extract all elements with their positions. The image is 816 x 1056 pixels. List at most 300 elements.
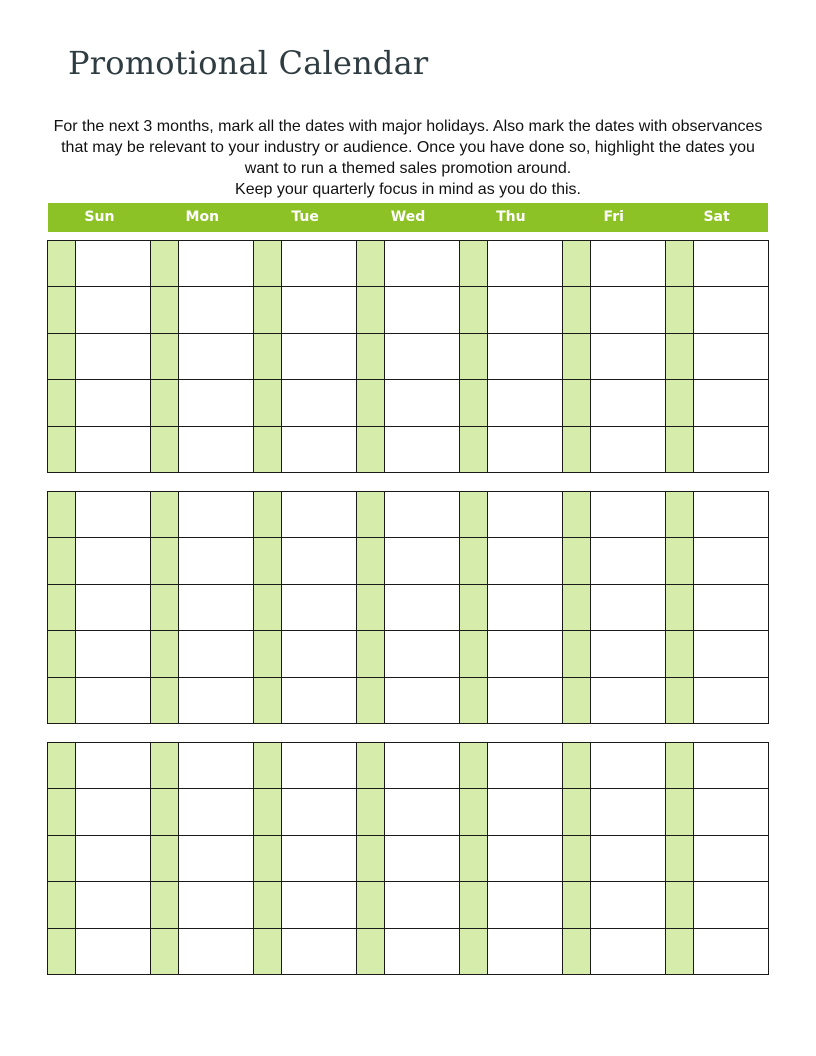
day-notes-area[interactable] [385, 789, 459, 834]
date-number-strip[interactable] [666, 334, 694, 379]
day-cell[interactable] [460, 380, 563, 426]
day-cell[interactable] [48, 427, 151, 473]
day-cell[interactable] [563, 678, 666, 724]
day-notes-area[interactable] [591, 492, 665, 537]
day-notes-area[interactable] [694, 334, 768, 379]
day-cell[interactable] [666, 538, 769, 584]
day-cell[interactable] [460, 585, 563, 631]
day-notes-area[interactable] [488, 743, 562, 788]
date-number-strip[interactable] [48, 427, 76, 472]
day-cell[interactable] [48, 287, 151, 333]
day-cell[interactable] [460, 492, 563, 538]
day-cell[interactable] [357, 492, 460, 538]
date-number-strip[interactable] [460, 241, 488, 286]
day-cell[interactable] [357, 678, 460, 724]
date-number-strip[interactable] [254, 882, 282, 927]
day-notes-area[interactable] [282, 334, 356, 379]
day-cell[interactable] [254, 678, 357, 724]
day-cell[interactable] [666, 380, 769, 426]
day-notes-area[interactable] [488, 836, 562, 881]
date-number-strip[interactable] [48, 241, 76, 286]
date-number-strip[interactable] [151, 631, 179, 676]
day-cell[interactable] [151, 585, 254, 631]
date-number-strip[interactable] [666, 882, 694, 927]
date-number-strip[interactable] [460, 492, 488, 537]
date-number-strip[interactable] [563, 538, 591, 583]
day-cell[interactable] [254, 334, 357, 380]
date-number-strip[interactable] [563, 287, 591, 332]
date-number-strip[interactable] [254, 789, 282, 834]
date-number-strip[interactable] [151, 287, 179, 332]
day-cell[interactable] [357, 882, 460, 928]
day-notes-area[interactable] [76, 678, 150, 723]
day-cell[interactable] [460, 678, 563, 724]
date-number-strip[interactable] [666, 287, 694, 332]
date-number-strip[interactable] [563, 836, 591, 881]
day-cell[interactable] [563, 334, 666, 380]
day-notes-area[interactable] [488, 241, 562, 286]
day-notes-area[interactable] [488, 492, 562, 537]
date-number-strip[interactable] [357, 789, 385, 834]
date-number-strip[interactable] [254, 427, 282, 472]
date-number-strip[interactable] [563, 492, 591, 537]
date-number-strip[interactable] [666, 427, 694, 472]
day-cell[interactable] [460, 929, 563, 975]
date-number-strip[interactable] [357, 427, 385, 472]
day-cell[interactable] [151, 743, 254, 789]
date-number-strip[interactable] [254, 631, 282, 676]
day-cell[interactable] [666, 287, 769, 333]
day-notes-area[interactable] [76, 789, 150, 834]
day-cell[interactable] [357, 287, 460, 333]
day-notes-area[interactable] [488, 631, 562, 676]
day-cell[interactable] [254, 882, 357, 928]
day-notes-area[interactable] [179, 585, 253, 630]
day-notes-area[interactable] [591, 678, 665, 723]
date-number-strip[interactable] [48, 380, 76, 425]
day-cell[interactable] [48, 492, 151, 538]
date-number-strip[interactable] [254, 585, 282, 630]
day-notes-area[interactable] [179, 631, 253, 676]
day-notes-area[interactable] [282, 492, 356, 537]
day-notes-area[interactable] [76, 743, 150, 788]
day-cell[interactable] [357, 836, 460, 882]
date-number-strip[interactable] [357, 743, 385, 788]
date-number-strip[interactable] [254, 743, 282, 788]
day-notes-area[interactable] [385, 427, 459, 472]
day-notes-area[interactable] [282, 241, 356, 286]
day-cell[interactable] [254, 929, 357, 975]
day-cell[interactable] [460, 334, 563, 380]
day-notes-area[interactable] [282, 678, 356, 723]
day-cell[interactable] [357, 789, 460, 835]
day-cell[interactable] [357, 538, 460, 584]
date-number-strip[interactable] [48, 929, 76, 974]
date-number-strip[interactable] [563, 334, 591, 379]
date-number-strip[interactable] [563, 678, 591, 723]
day-cell[interactable] [48, 882, 151, 928]
date-number-strip[interactable] [563, 241, 591, 286]
day-cell[interactable] [151, 492, 254, 538]
date-number-strip[interactable] [563, 427, 591, 472]
day-notes-area[interactable] [179, 287, 253, 332]
day-cell[interactable] [151, 836, 254, 882]
date-number-strip[interactable] [563, 380, 591, 425]
day-notes-area[interactable] [76, 492, 150, 537]
day-notes-area[interactable] [385, 929, 459, 974]
day-notes-area[interactable] [179, 882, 253, 927]
day-notes-area[interactable] [488, 538, 562, 583]
day-notes-area[interactable] [385, 287, 459, 332]
day-cell[interactable] [563, 929, 666, 975]
day-cell[interactable] [48, 380, 151, 426]
day-notes-area[interactable] [76, 380, 150, 425]
day-cell[interactable] [48, 929, 151, 975]
day-cell[interactable] [357, 631, 460, 677]
date-number-strip[interactable] [357, 380, 385, 425]
date-number-strip[interactable] [151, 538, 179, 583]
day-cell[interactable] [48, 334, 151, 380]
date-number-strip[interactable] [666, 585, 694, 630]
date-number-strip[interactable] [563, 882, 591, 927]
day-notes-area[interactable] [694, 287, 768, 332]
date-number-strip[interactable] [151, 380, 179, 425]
day-notes-area[interactable] [385, 538, 459, 583]
day-cell[interactable] [357, 334, 460, 380]
day-notes-area[interactable] [694, 743, 768, 788]
date-number-strip[interactable] [254, 538, 282, 583]
day-cell[interactable] [563, 380, 666, 426]
day-notes-area[interactable] [282, 929, 356, 974]
day-notes-area[interactable] [385, 882, 459, 927]
day-cell[interactable] [460, 743, 563, 789]
day-notes-area[interactable] [385, 241, 459, 286]
date-number-strip[interactable] [254, 836, 282, 881]
day-notes-area[interactable] [591, 585, 665, 630]
date-number-strip[interactable] [666, 241, 694, 286]
day-cell[interactable] [254, 427, 357, 473]
date-number-strip[interactable] [460, 789, 488, 834]
day-cell[interactable] [254, 789, 357, 835]
day-cell[interactable] [151, 380, 254, 426]
day-cell[interactable] [563, 585, 666, 631]
day-notes-area[interactable] [488, 678, 562, 723]
day-notes-area[interactable] [488, 929, 562, 974]
date-number-strip[interactable] [563, 743, 591, 788]
day-notes-area[interactable] [591, 743, 665, 788]
date-number-strip[interactable] [666, 789, 694, 834]
day-cell[interactable] [666, 678, 769, 724]
day-notes-area[interactable] [488, 287, 562, 332]
day-notes-area[interactable] [282, 538, 356, 583]
day-cell[interactable] [666, 427, 769, 473]
day-notes-area[interactable] [694, 380, 768, 425]
day-cell[interactable] [460, 287, 563, 333]
day-cell[interactable] [563, 836, 666, 882]
day-notes-area[interactable] [76, 585, 150, 630]
date-number-strip[interactable] [563, 631, 591, 676]
day-notes-area[interactable] [488, 380, 562, 425]
date-number-strip[interactable] [151, 678, 179, 723]
day-notes-area[interactable] [694, 929, 768, 974]
day-notes-area[interactable] [385, 492, 459, 537]
day-notes-area[interactable] [591, 631, 665, 676]
day-notes-area[interactable] [76, 882, 150, 927]
date-number-strip[interactable] [254, 241, 282, 286]
date-number-strip[interactable] [357, 287, 385, 332]
day-notes-area[interactable] [76, 241, 150, 286]
day-cell[interactable] [460, 538, 563, 584]
day-notes-area[interactable] [282, 380, 356, 425]
day-cell[interactable] [666, 492, 769, 538]
date-number-strip[interactable] [48, 631, 76, 676]
date-number-strip[interactable] [357, 882, 385, 927]
day-cell[interactable] [666, 631, 769, 677]
day-cell[interactable] [460, 882, 563, 928]
date-number-strip[interactable] [460, 380, 488, 425]
day-notes-area[interactable] [179, 743, 253, 788]
date-number-strip[interactable] [460, 929, 488, 974]
day-notes-area[interactable] [385, 836, 459, 881]
date-number-strip[interactable] [48, 882, 76, 927]
day-cell[interactable] [151, 287, 254, 333]
day-cell[interactable] [666, 334, 769, 380]
day-notes-area[interactable] [591, 538, 665, 583]
day-notes-area[interactable] [694, 882, 768, 927]
day-cell[interactable] [563, 287, 666, 333]
day-notes-area[interactable] [385, 334, 459, 379]
day-notes-area[interactable] [694, 836, 768, 881]
day-cell[interactable] [254, 743, 357, 789]
date-number-strip[interactable] [254, 334, 282, 379]
date-number-strip[interactable] [666, 743, 694, 788]
date-number-strip[interactable] [460, 836, 488, 881]
day-notes-area[interactable] [694, 427, 768, 472]
day-cell[interactable] [151, 631, 254, 677]
date-number-strip[interactable] [48, 334, 76, 379]
day-notes-area[interactable] [488, 334, 562, 379]
day-notes-area[interactable] [179, 380, 253, 425]
date-number-strip[interactable] [151, 492, 179, 537]
date-number-strip[interactable] [666, 380, 694, 425]
day-notes-area[interactable] [694, 492, 768, 537]
day-notes-area[interactable] [179, 492, 253, 537]
day-cell[interactable] [460, 789, 563, 835]
date-number-strip[interactable] [357, 241, 385, 286]
date-number-strip[interactable] [460, 427, 488, 472]
day-cell[interactable] [357, 929, 460, 975]
day-cell[interactable] [151, 678, 254, 724]
day-notes-area[interactable] [76, 538, 150, 583]
day-cell[interactable] [357, 585, 460, 631]
day-notes-area[interactable] [76, 929, 150, 974]
date-number-strip[interactable] [48, 678, 76, 723]
day-cell[interactable] [254, 585, 357, 631]
date-number-strip[interactable] [460, 631, 488, 676]
day-cell[interactable] [151, 789, 254, 835]
day-notes-area[interactable] [76, 334, 150, 379]
date-number-strip[interactable] [357, 929, 385, 974]
day-notes-area[interactable] [488, 789, 562, 834]
date-number-strip[interactable] [460, 743, 488, 788]
date-number-strip[interactable] [460, 585, 488, 630]
day-notes-area[interactable] [179, 538, 253, 583]
date-number-strip[interactable] [254, 380, 282, 425]
day-cell[interactable] [666, 789, 769, 835]
day-cell[interactable] [666, 836, 769, 882]
day-notes-area[interactable] [694, 631, 768, 676]
day-cell[interactable] [48, 743, 151, 789]
day-notes-area[interactable] [282, 427, 356, 472]
day-cell[interactable] [254, 380, 357, 426]
date-number-strip[interactable] [48, 287, 76, 332]
day-cell[interactable] [563, 492, 666, 538]
day-cell[interactable] [48, 789, 151, 835]
day-notes-area[interactable] [76, 287, 150, 332]
day-notes-area[interactable] [179, 929, 253, 974]
day-notes-area[interactable] [282, 585, 356, 630]
day-notes-area[interactable] [591, 287, 665, 332]
day-notes-area[interactable] [591, 427, 665, 472]
day-cell[interactable] [563, 427, 666, 473]
day-notes-area[interactable] [282, 631, 356, 676]
day-notes-area[interactable] [385, 585, 459, 630]
date-number-strip[interactable] [357, 585, 385, 630]
day-notes-area[interactable] [179, 678, 253, 723]
date-number-strip[interactable] [666, 631, 694, 676]
day-cell[interactable] [254, 538, 357, 584]
day-cell[interactable] [666, 929, 769, 975]
day-notes-area[interactable] [694, 241, 768, 286]
date-number-strip[interactable] [151, 882, 179, 927]
date-number-strip[interactable] [151, 585, 179, 630]
day-cell[interactable] [460, 427, 563, 473]
day-cell[interactable] [48, 585, 151, 631]
day-notes-area[interactable] [488, 585, 562, 630]
day-cell[interactable] [563, 538, 666, 584]
day-cell[interactable] [666, 743, 769, 789]
day-notes-area[interactable] [179, 334, 253, 379]
day-notes-area[interactable] [76, 836, 150, 881]
day-cell[interactable] [48, 678, 151, 724]
date-number-strip[interactable] [666, 836, 694, 881]
day-cell[interactable] [666, 585, 769, 631]
day-cell[interactable] [48, 241, 151, 287]
day-notes-area[interactable] [591, 836, 665, 881]
day-cell[interactable] [357, 380, 460, 426]
date-number-strip[interactable] [460, 538, 488, 583]
day-cell[interactable] [151, 882, 254, 928]
day-cell[interactable] [48, 538, 151, 584]
date-number-strip[interactable] [357, 678, 385, 723]
date-number-strip[interactable] [357, 631, 385, 676]
date-number-strip[interactable] [151, 241, 179, 286]
date-number-strip[interactable] [563, 585, 591, 630]
day-notes-area[interactable] [694, 789, 768, 834]
day-notes-area[interactable] [76, 427, 150, 472]
day-notes-area[interactable] [694, 678, 768, 723]
date-number-strip[interactable] [666, 492, 694, 537]
date-number-strip[interactable] [254, 678, 282, 723]
day-cell[interactable] [151, 538, 254, 584]
date-number-strip[interactable] [48, 585, 76, 630]
day-notes-area[interactable] [385, 678, 459, 723]
day-cell[interactable] [563, 631, 666, 677]
date-number-strip[interactable] [151, 334, 179, 379]
date-number-strip[interactable] [254, 492, 282, 537]
date-number-strip[interactable] [460, 882, 488, 927]
day-cell[interactable] [254, 836, 357, 882]
date-number-strip[interactable] [48, 836, 76, 881]
day-notes-area[interactable] [591, 241, 665, 286]
day-cell[interactable] [460, 241, 563, 287]
day-cell[interactable] [151, 241, 254, 287]
day-cell[interactable] [666, 882, 769, 928]
day-cell[interactable] [48, 836, 151, 882]
day-notes-area[interactable] [694, 585, 768, 630]
day-notes-area[interactable] [282, 743, 356, 788]
day-notes-area[interactable] [282, 882, 356, 927]
day-notes-area[interactable] [179, 836, 253, 881]
date-number-strip[interactable] [460, 287, 488, 332]
date-number-strip[interactable] [254, 929, 282, 974]
date-number-strip[interactable] [151, 789, 179, 834]
date-number-strip[interactable] [357, 334, 385, 379]
date-number-strip[interactable] [460, 678, 488, 723]
day-cell[interactable] [151, 427, 254, 473]
day-notes-area[interactable] [488, 882, 562, 927]
day-cell[interactable] [563, 882, 666, 928]
date-number-strip[interactable] [151, 427, 179, 472]
date-number-strip[interactable] [48, 743, 76, 788]
date-number-strip[interactable] [460, 334, 488, 379]
date-number-strip[interactable] [151, 929, 179, 974]
day-cell[interactable] [48, 631, 151, 677]
day-notes-area[interactable] [385, 380, 459, 425]
day-cell[interactable] [666, 241, 769, 287]
day-notes-area[interactable] [282, 287, 356, 332]
day-notes-area[interactable] [282, 789, 356, 834]
day-notes-area[interactable] [694, 538, 768, 583]
date-number-strip[interactable] [151, 743, 179, 788]
day-notes-area[interactable] [179, 241, 253, 286]
date-number-strip[interactable] [357, 538, 385, 583]
day-notes-area[interactable] [385, 631, 459, 676]
date-number-strip[interactable] [563, 929, 591, 974]
day-notes-area[interactable] [179, 789, 253, 834]
date-number-strip[interactable] [254, 287, 282, 332]
day-cell[interactable] [254, 492, 357, 538]
day-cell[interactable] [254, 631, 357, 677]
date-number-strip[interactable] [563, 789, 591, 834]
day-notes-area[interactable] [385, 743, 459, 788]
date-number-strip[interactable] [666, 929, 694, 974]
day-cell[interactable] [460, 836, 563, 882]
day-notes-area[interactable] [282, 836, 356, 881]
day-cell[interactable] [357, 743, 460, 789]
day-notes-area[interactable] [591, 789, 665, 834]
day-cell[interactable] [460, 631, 563, 677]
day-notes-area[interactable] [488, 427, 562, 472]
day-cell[interactable] [563, 241, 666, 287]
date-number-strip[interactable] [666, 538, 694, 583]
day-cell[interactable] [254, 241, 357, 287]
day-cell[interactable] [563, 743, 666, 789]
date-number-strip[interactable] [48, 492, 76, 537]
day-cell[interactable] [151, 334, 254, 380]
date-number-strip[interactable] [666, 678, 694, 723]
date-number-strip[interactable] [151, 836, 179, 881]
